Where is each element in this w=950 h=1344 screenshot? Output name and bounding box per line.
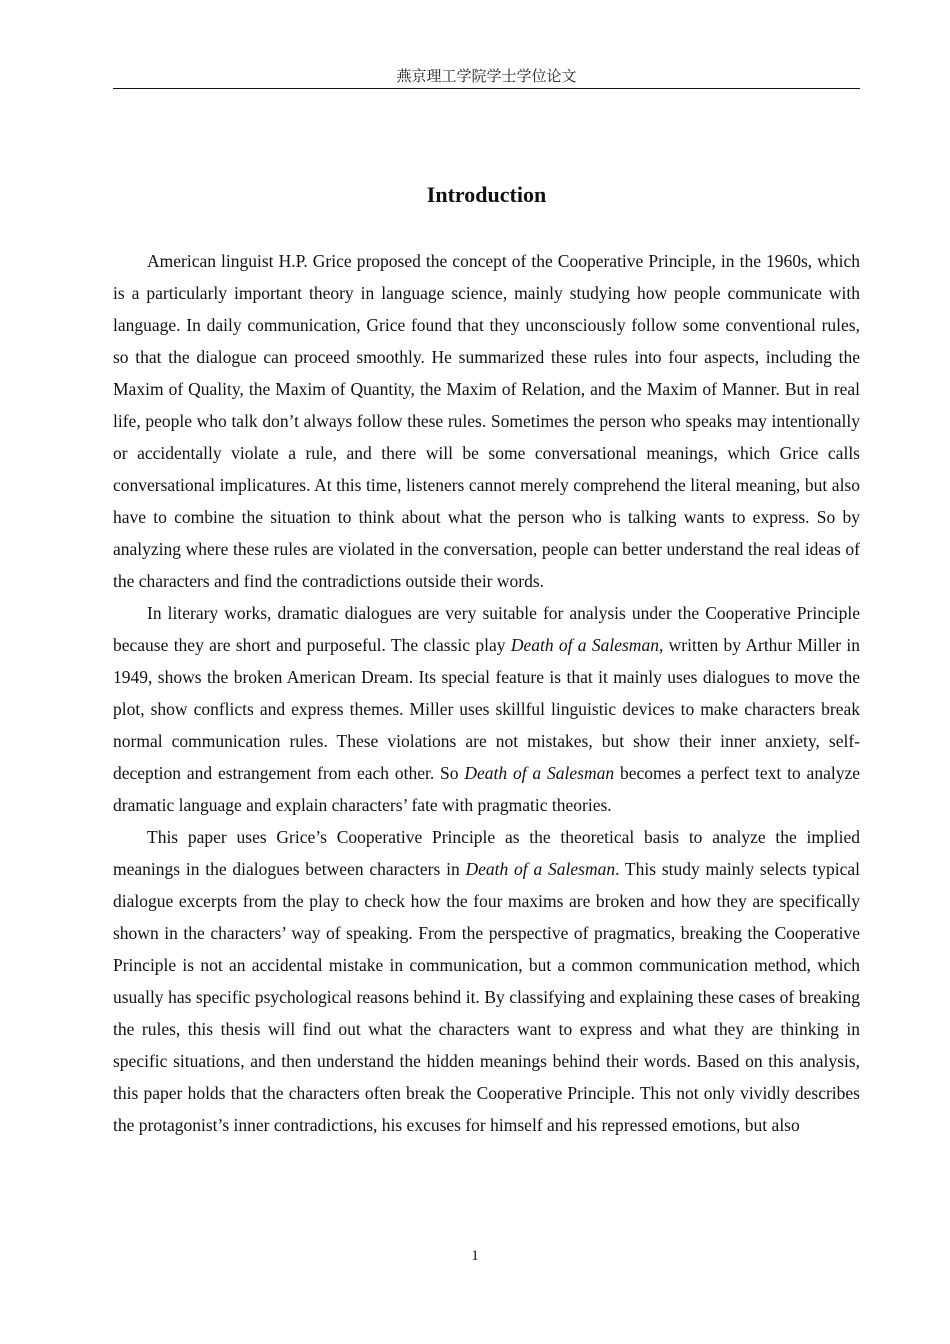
body-text	[113, 245, 860, 1141]
section-title: Introduction	[426, 182, 547, 207]
paragraph-text: , written by Arthur Miller in 1949, shows the broken American Dream. Its special feature is that it mainly uses dialogues to move the plot, show conflicts and express themes. Miller uses skillful linguistic devices to make characters break normal communication rules. These violations are not mistakes, but show their inner anxiety, self-deception and estrangement from each other. So	[113, 635, 860, 783]
paragraph-text: This paper uses Grice’s Cooperative Principle as the theoretical basis to analyze the implied meanings in the dialogues between characters in	[113, 827, 860, 879]
work-title: Death of a Salesman	[465, 859, 616, 879]
paragraph-1	[113, 245, 860, 597]
paragraph-2	[113, 597, 860, 821]
header-rule	[113, 88, 860, 89]
paragraph-text: becomes a perfect text to analyze dramatic language and explain characters’ fate with pragmatic theories.	[113, 763, 860, 815]
paragraph-3	[113, 821, 860, 1141]
paragraph-text: In literary works, dramatic dialogues are very suitable for analysis under the Cooperative Principle because they are short and purposeful. The classic play	[113, 603, 860, 655]
work-title: Death of a Salesman	[464, 763, 615, 783]
work-title: Death of a Salesman	[510, 635, 659, 655]
running-header: 燕京理工学院学士学位论文	[396, 69, 577, 85]
paragraph-text: American linguist H.P. Grice proposed the concept of the Cooperative Principle, in the 1960s, which is a particularly important theory in language science, mainly studying how people communicate with language. In daily communication, Grice found that they unconsciously follow some conventional rules, so that the dialogue can proceed smoothly. He summarized these rules into four aspects, including the Maxim of Quality, the Maxim of Quantity, the Maxim of Relation, and the Maxim of Manner. But in real life, people who talk don’t always follow these rules. Sometimes the person who speaks may intentionally or accidentally violate a rule, and there will be some conversational meanings, which Grice calls conversational implicatures. At this time, listeners cannot merely comprehend the literal meaning, but also have to combine the situation to think about what the person who is talking wants to express. So by analyzing where these rules are violated in the conversation, people can better understand the real ideas of the characters and find the contradictions outside their words.	[113, 251, 860, 591]
paragraph-text: . This study mainly selects typical dialogue excerpts from the play to check how the four maxims are broken and how they are specifically shown in the characters’ way of speaking. From the perspective of pragmatics, breaking the Cooperative Principle is not an accidental mistake in communication, but a common communication method, which usually has specific psychological reasons behind it. By classifying and explaining these cases of breaking the rules, this thesis will find out what the characters want to express and what they are thinking in specific situations, and then understand the hidden meanings behind their words. Based on this analysis, this paper holds that the characters often break the Cooperative Principle. This not only vividly describes the protagonist’s inner contradictions, his excuses for himself and his repressed emotions, but also	[113, 859, 860, 1135]
page-number: 1	[471, 1248, 479, 1264]
